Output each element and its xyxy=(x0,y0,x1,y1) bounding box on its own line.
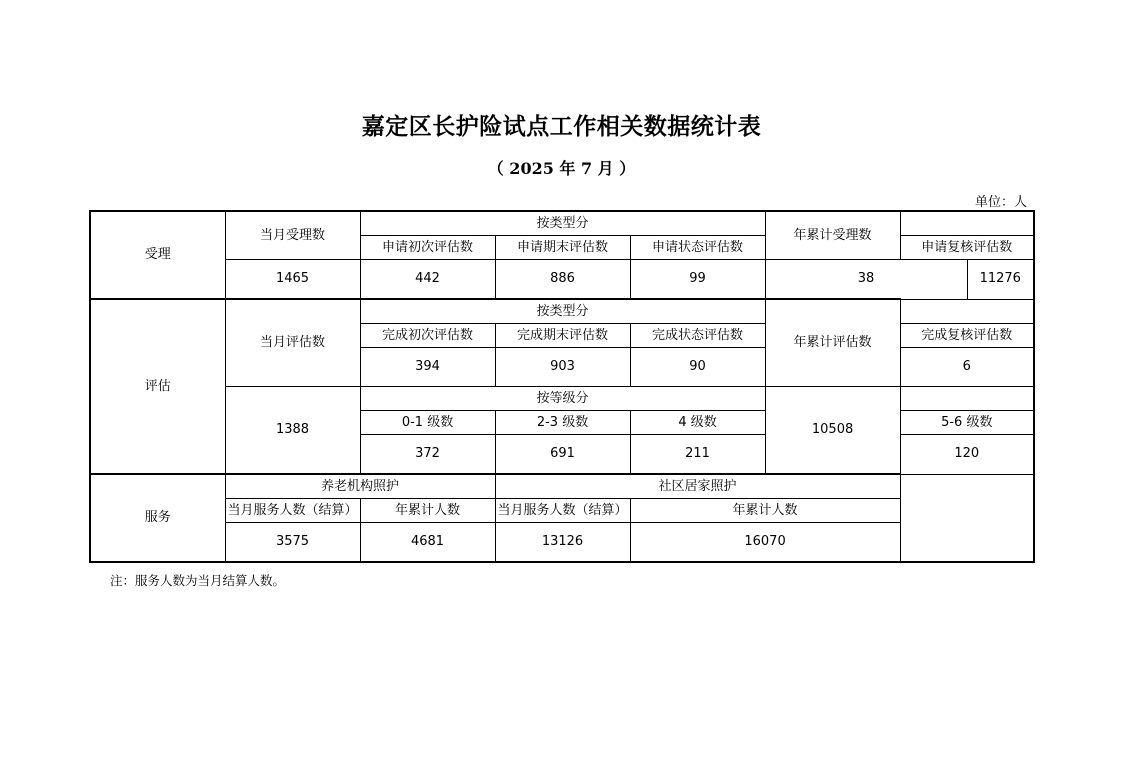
service-values-row xyxy=(90,523,1034,563)
service-community-monthly-value: 13126 xyxy=(495,523,630,563)
service-community-monthly-label: 当月服务人数（结算） xyxy=(495,499,630,523)
assessment-section-label: 评估 xyxy=(90,299,225,474)
reception-type-value: 442 xyxy=(360,260,495,300)
assessment-grade-value: 211 xyxy=(630,435,765,475)
service-institution-label: 养老机构照护 xyxy=(225,474,495,499)
statistics-table xyxy=(89,210,1035,563)
assessment-monthly-label: 当月评估数 xyxy=(225,299,360,387)
assessment-grade-header-row xyxy=(90,387,1034,411)
reception-type-header: 申请复核评估数 xyxy=(900,236,1034,260)
reception-type-value: 886 xyxy=(495,260,630,300)
reception-type-value: 99 xyxy=(630,260,765,300)
reception-monthly-label: 当月受理数 xyxy=(225,211,360,260)
assessment-by-type-label: 按类型分 xyxy=(360,299,765,324)
assessment-by-grade-label: 按等级分 xyxy=(360,387,765,411)
service-community-cumulative-label: 年累计人数 xyxy=(630,499,900,523)
reception-type-header: 申请初次评估数 xyxy=(360,236,495,260)
reception-header-row xyxy=(90,211,1034,236)
reception-cumulative-label: 年累计受理数 xyxy=(765,211,900,260)
service-institution-monthly-value: 3575 xyxy=(225,523,360,563)
reception-type-header: 申请状态评估数 xyxy=(630,236,765,260)
assessment-cumulative-value: 10508 xyxy=(765,387,900,475)
assessment-grade-value: 372 xyxy=(360,435,495,475)
service-section-label: 服务 xyxy=(90,474,225,562)
page-title: 嘉定区长护险试点工作相关数据统计表 xyxy=(361,113,762,140)
reception-by-type-label: 按类型分 xyxy=(360,211,765,236)
assessment-type-header: 完成期末评估数 xyxy=(495,324,630,348)
assessment-grade-header: 2-3 级数 xyxy=(495,411,630,435)
assessment-grade-header: 5-6 级数 xyxy=(900,411,1034,435)
footnote: 注：服务人数为当月结算人数。 xyxy=(110,573,286,588)
assessment-type-value: 394 xyxy=(360,348,495,387)
assessment-type-value: 90 xyxy=(630,348,765,387)
reception-type-value: 38 xyxy=(765,260,967,300)
assessment-grade-value: 691 xyxy=(495,435,630,475)
service-community-cumulative-value: 16070 xyxy=(630,523,900,563)
service-header-row xyxy=(90,474,1034,499)
assessment-type-value: 903 xyxy=(495,348,630,387)
reception-cumulative-value: 11276 xyxy=(967,260,1034,300)
assessment-header-row xyxy=(90,299,1034,324)
reception-monthly-value: 1465 xyxy=(225,260,360,300)
service-subheader-row xyxy=(90,499,1034,523)
assessment-grade-value: 120 xyxy=(900,435,1034,475)
assessment-cumulative-label: 年累计评估数 xyxy=(765,299,900,387)
service-institution-monthly-label: 当月服务人数（结算） xyxy=(225,499,360,523)
assessment-type-header: 完成复核评估数 xyxy=(900,324,1034,348)
assessment-type-header: 完成状态评估数 xyxy=(630,324,765,348)
assessment-grade-header: 4 级数 xyxy=(630,411,765,435)
service-community-label: 社区居家照护 xyxy=(495,474,900,499)
assessment-monthly-value: 1388 xyxy=(225,387,360,475)
page-subtitle: （ 2025 年 7 月 ） xyxy=(487,159,636,178)
service-institution-cumulative-label: 年累计人数 xyxy=(360,499,495,523)
assessment-type-header: 完成初次评估数 xyxy=(360,324,495,348)
reception-section-label: 受理 xyxy=(90,211,225,299)
assessment-grade-header: 0-1 级数 xyxy=(360,411,495,435)
service-institution-cumulative-value: 4681 xyxy=(360,523,495,563)
reception-type-header: 申请期末评估数 xyxy=(495,236,630,260)
assessment-type-value: 6 xyxy=(900,348,1034,387)
unit-label: 单位：人 xyxy=(974,195,1027,210)
reception-values-row xyxy=(90,260,1034,300)
